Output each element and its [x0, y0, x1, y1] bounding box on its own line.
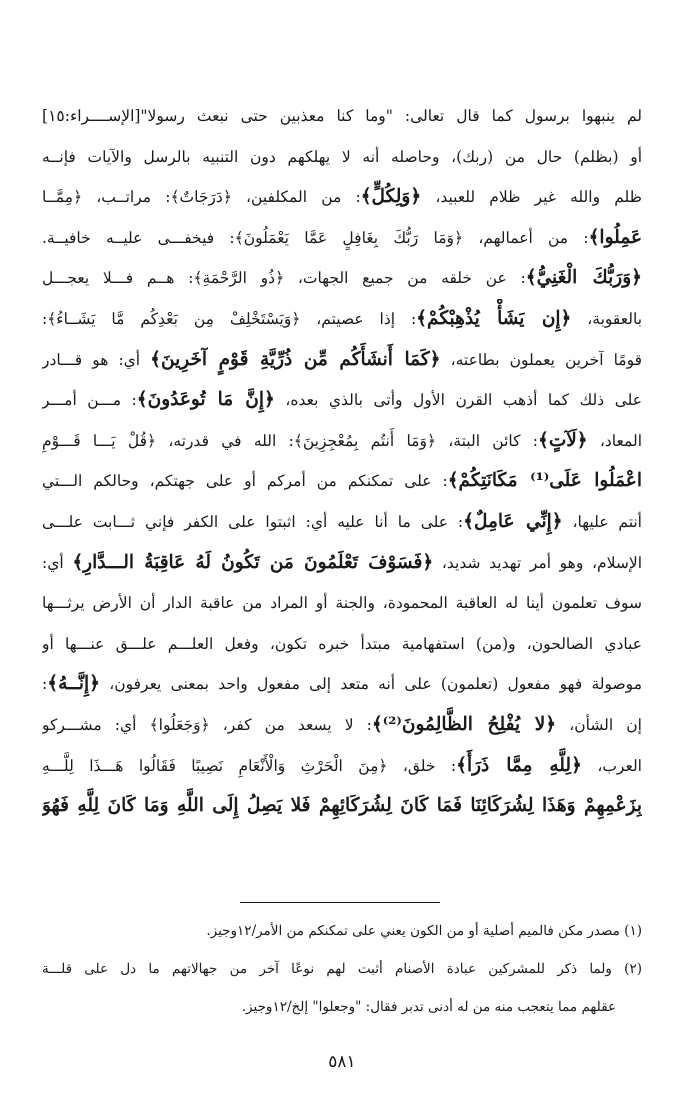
- line-text: أو (بظلم) حال من (ربك)، وحاصله أنه لا يهلكهم دون التنبيه بالرسل والآيات فإنــه: [42, 147, 642, 166]
- text-line-17: [42, 746, 642, 787]
- line-text: المعاد،: [587, 431, 642, 450]
- text-line-15: [42, 664, 642, 705]
- line-text: : من المكلفين، ﴿دَرَجَاتٌ﴾: مراتــب، ﴿مِمَّــا: [42, 188, 361, 207]
- text-line-10: [42, 461, 642, 502]
- text-line-8: [42, 380, 642, 421]
- text-line-11: [42, 502, 642, 543]
- line-text: : لا يسعد من كفر، ﴿وَجَعَلُوا﴾ أي: مشـــركو: [42, 715, 372, 734]
- text-line-4: [42, 218, 642, 259]
- quran-verse: ﴿وَرَبُّكَ الْغَنِيُّ﴾: [525, 267, 642, 289]
- line-text: لم ينبهوا برسول كما قال تعالى: "وما كنا معذبين حتى نبعث رسولا"[الإســــراء:١٥]: [42, 107, 642, 125]
- text-line-12: [42, 543, 642, 584]
- quran-verse: ﴿لَآتٍ﴾: [537, 429, 588, 451]
- main-text: [42, 96, 642, 827]
- line-text: : عن خلقه من جميع الجهات، ﴿ذُو الرَّحْمَةِ﴾: هــم فـــلا يعجـــل: [42, 269, 526, 288]
- line-text: أي:: [42, 553, 73, 572]
- line-text: العرب،: [581, 756, 642, 775]
- quran-verse: ﴿إِنَّ مَا تُوعَدُونَ﴾: [136, 389, 275, 411]
- line-text: الإسلام، وهو أمر تهديد شديد،: [433, 553, 642, 572]
- text-line-5: [42, 258, 642, 299]
- footnote-separator: [240, 902, 440, 903]
- line-text: :: [42, 675, 48, 694]
- footnotes: [42, 912, 642, 1026]
- line-text: : من أعمالهم، ﴿وَمَا رَبُّكَ بِغَافِلٍ عَمَّا يَعْمَلُونَ﴾: فيخفـــى عليــه خافيــة.: [42, 228, 589, 247]
- line-text: على ذلك كما أذهب القرن الأول وأتى بالذي بعده،: [274, 391, 642, 410]
- footnote-2: (٢) ولما ذكر للمشركين عبادة الأصنام أثبت لهم نوعًا آخر من جهالاتهم ما دل على قلـــة: [42, 961, 642, 977]
- line-text: إن الشأن،: [556, 715, 642, 734]
- quran-verse: ﴿إِن يَشَأْ يُذْهِبْكُمْ﴾: [416, 307, 572, 329]
- line-text: : على تمكنكم من أمركم أو على جهتكم، وحالكم الـــتي: [42, 472, 448, 491]
- line-text: ظلم والله غير ظلام للعبيد،: [421, 188, 642, 207]
- quran-verse: اعْمَلُوا عَلَى⁽¹⁾ مَكَانَتِكُمْ﴾: [447, 470, 642, 492]
- text-line-9: [42, 421, 642, 462]
- quran-verse: ﴿لا يُفْلِحُ الظَّالِمُونَ⁽²⁾﴾: [371, 713, 557, 735]
- quran-verse: ﴿فَسَوْفَ تَعْلَمُونَ مَن تَكُونُ لَهُ عَاقِبَةُ الـــدَّارِ﴾: [72, 551, 434, 573]
- line-text: : إذا عصيتم، ﴿وَيَسْتَخْلِفْ مِن بَعْدِكُم مَّا يَشَــاءُ﴾:: [42, 309, 417, 328]
- text-line-18: [42, 786, 642, 827]
- quran-verse: بِزَعْمِهِمْ وَهَذَا لِشُرَكَائِنَا فَمَا كَانَ لِشُرَكَائِهِمْ فَلا يَصِلُ إِلَى اللَّهِ وَمَا كَانَ لِلَّهِ فَهُوَ: [42, 795, 642, 817]
- line-text: أنتم عليها،: [562, 512, 642, 531]
- text-line-2: [42, 137, 642, 178]
- text-line-3: [42, 177, 642, 218]
- line-text: سوف تعلمون أينا له العاقبة المحمودة، والجنة أو المراد من عاقبة الدار أن الأرض يرثـــها: [42, 594, 642, 613]
- line-text: : مـــن أمـــر: [42, 391, 137, 410]
- page-number: ٥٨١: [328, 1052, 356, 1072]
- text-line-6: [42, 299, 642, 340]
- line-text: : خلق، ﴿مِنَ الْحَرْثِ وَالْأَنْعَامِ نَصِيبًا فَقَالُوا هَـــذَا لِلَّـــهِ: [42, 756, 457, 775]
- footnote-1: (١) مصدر مكن فالميم أصلية أو من الكون يعني على تمكنكم من الأمر/١٢وجيز.: [206, 923, 642, 939]
- quran-verse: عَمِلُوا﴾: [588, 226, 642, 248]
- line-text: : على ما أنا عليه أي: اثبتوا على الكفر فإني ثـــابت علـــى: [42, 512, 464, 531]
- text-line-13: [42, 583, 642, 624]
- quran-verse: ﴿كَمَا أَنشَأَكُم مِّن ذُرِّيَّةِ قَوْمٍ آخَرِينَ﴾: [150, 348, 441, 370]
- text-line-16: [42, 705, 642, 746]
- line-text: بالعقوبة،: [571, 309, 642, 328]
- line-text: موصولة فهو مفعول (تعلمون) على أنه متعد إلى مفعول واحد بمعنى يعرفون،: [99, 675, 642, 694]
- quran-verse: ﴿إِنَّــهُ﴾: [47, 673, 100, 695]
- quran-verse: ﴿لِلَّهِ مِمَّا ذَرَأَ﴾: [456, 754, 582, 776]
- line-text: أي: هو قـــادر: [42, 350, 151, 369]
- footnote-2-continuation: عقلهم مما يتعجب منه من له أدنى تدبر فقال: "وجعلوا" إلخ/١٢وجيز.: [241, 999, 616, 1015]
- quran-verse: ﴿وَلِكُلٍّ﴾: [360, 186, 422, 208]
- line-text: عبادي الصالحون، و(من) استفهامية مبتدأ خبره تكون، وفعل العلـــم علـــق عنـــها أو: [42, 634, 642, 653]
- text-line-14: [42, 624, 642, 665]
- quran-verse: ﴿إِنِّي عَامِلٌ﴾: [463, 510, 563, 532]
- text-line-7: [42, 340, 642, 381]
- line-text: قومًا آخرين يعملون بطاعته،: [440, 350, 642, 369]
- text-line-1: [42, 96, 642, 137]
- line-text: : كائن البتة، ﴿وَمَا أَنتُم بِمُعْجِزِينَ﴾: الله في قدرته، ﴿قُلْ يَـــا قَـــوْمِ: [42, 431, 538, 450]
